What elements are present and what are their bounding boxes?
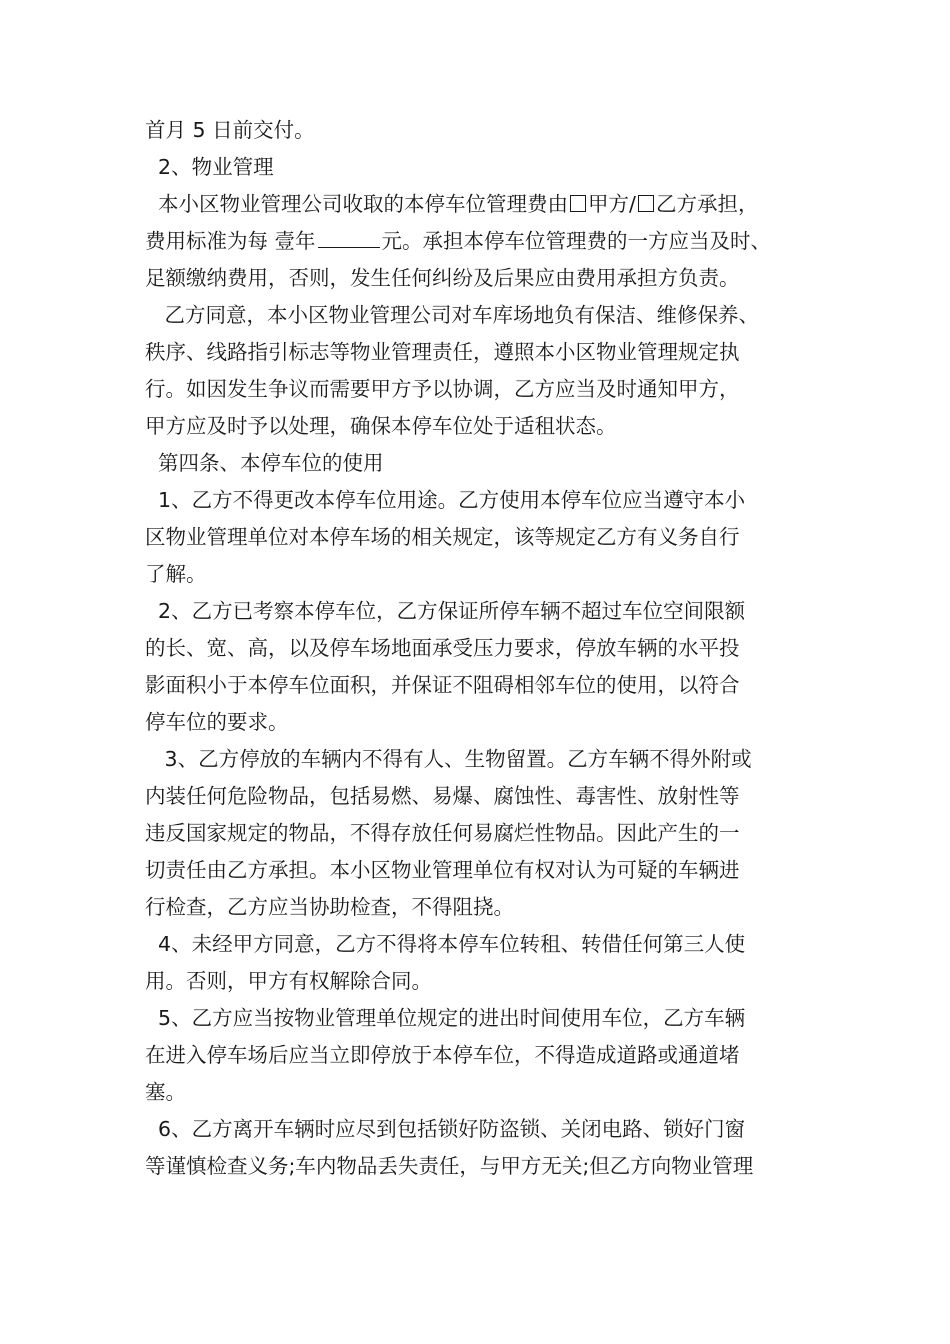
party-a-checkbox[interactable] xyxy=(570,195,586,212)
text-line: 影面积小于本停车位面积，并保证不阻碍相邻车位的使用，以符合 xyxy=(145,673,740,697)
text-line: 内装任何危险物品，包括易燃、易爆、腐蚀性、毒害性、放射性等 xyxy=(145,784,740,808)
fee-standard-suffix: 元。承担本停车位管理费的一方应当及时、 xyxy=(381,229,772,253)
party-b-checkbox[interactable] xyxy=(638,195,654,212)
text-line: 切责任由乙方承担。本小区物业管理单位有权对认为可疑的车辆进 xyxy=(145,858,740,882)
text-line: 在进入停车场后应当立即停放于本停车位，不得造成道路或通道堵 xyxy=(145,1043,740,1067)
party-b-label: 乙方承担， xyxy=(655,192,759,216)
text-line: 行。如因发生争议而需要甲方予以协调，乙方应当及时通知甲方， xyxy=(145,377,740,401)
text-line: 了解。 xyxy=(145,562,207,586)
text-line: 行检查，乙方应当协助检查，不得阻挠。 xyxy=(145,895,514,919)
fee-standard-label: 费用标准为每 壹年 xyxy=(145,229,316,253)
text-line: 的长、宽、高，以及停车场地面承受压力要求，停放车辆的水平投 xyxy=(145,636,740,660)
text-line: 停车位的要求。 xyxy=(145,710,289,734)
text-line: 塞。 xyxy=(145,1080,186,1104)
fee-sentence-start: 本小区物业管理公司收取的本停车位管理费由 xyxy=(145,192,569,216)
text-line: 甲方应及时予以处理，确保本停车位处于适租状态。 xyxy=(145,414,617,438)
text-line: 5、乙方应当按物业管理单位规定的进出时间使用车位，乙方车辆 xyxy=(145,1006,746,1030)
text-line: 6、乙方离开车辆时应尽到包括锁好防盗锁、关闭电路、锁好门窗 xyxy=(145,1117,746,1141)
text-line: 区物业管理单位对本停车场的相关规定，该等规定乙方有义务自行 xyxy=(145,525,740,549)
text-line: 2、乙方已考察本停车位，乙方保证所停车辆不超过车位空间限额 xyxy=(145,599,746,623)
fee-amount-blank[interactable] xyxy=(318,225,380,248)
text-line xyxy=(145,223,815,260)
text-line: 1、乙方不得更改本停车位用途。乙方使用本停车位应当遵守本小 xyxy=(145,488,746,512)
text-line: 秩序、线路指引标志等物业管理责任，遵照本小区物业管理规定执 xyxy=(145,340,740,364)
text-line: 首月 5 日前交付。 xyxy=(145,118,315,142)
text-line: 乙方同意，本小区物业管理公司对车库场地负有保洁、维修保养、 xyxy=(145,303,760,327)
text-line: 3、乙方停放的车辆内不得有人、生物留置。乙方车辆不得外附或 xyxy=(145,747,752,771)
text-line: 足额缴纳费用，否则，发生任何纠纷及后果应由费用承担方负责。 xyxy=(145,266,740,290)
section-heading: 2、物业管理 xyxy=(145,155,274,179)
text-line: 4、未经甲方同意，乙方不得将本停车位转租、转借任何第三人使 xyxy=(145,932,746,956)
text-line: 违反国家规定的物品，不得存放任何易腐烂性物品。因此产生的一 xyxy=(145,821,740,845)
party-a-label: 甲方/ xyxy=(588,192,636,216)
text-line: 用。否则，甲方有权解除合同。 xyxy=(145,969,432,993)
text-line: 等谨慎检查义务;车内物品丢失责任，与甲方无关;但乙方向物业管理 xyxy=(145,1154,754,1178)
text-line xyxy=(145,186,815,223)
article-heading: 第四条、本停车位的使用 xyxy=(145,451,384,475)
document-body xyxy=(145,112,815,1185)
